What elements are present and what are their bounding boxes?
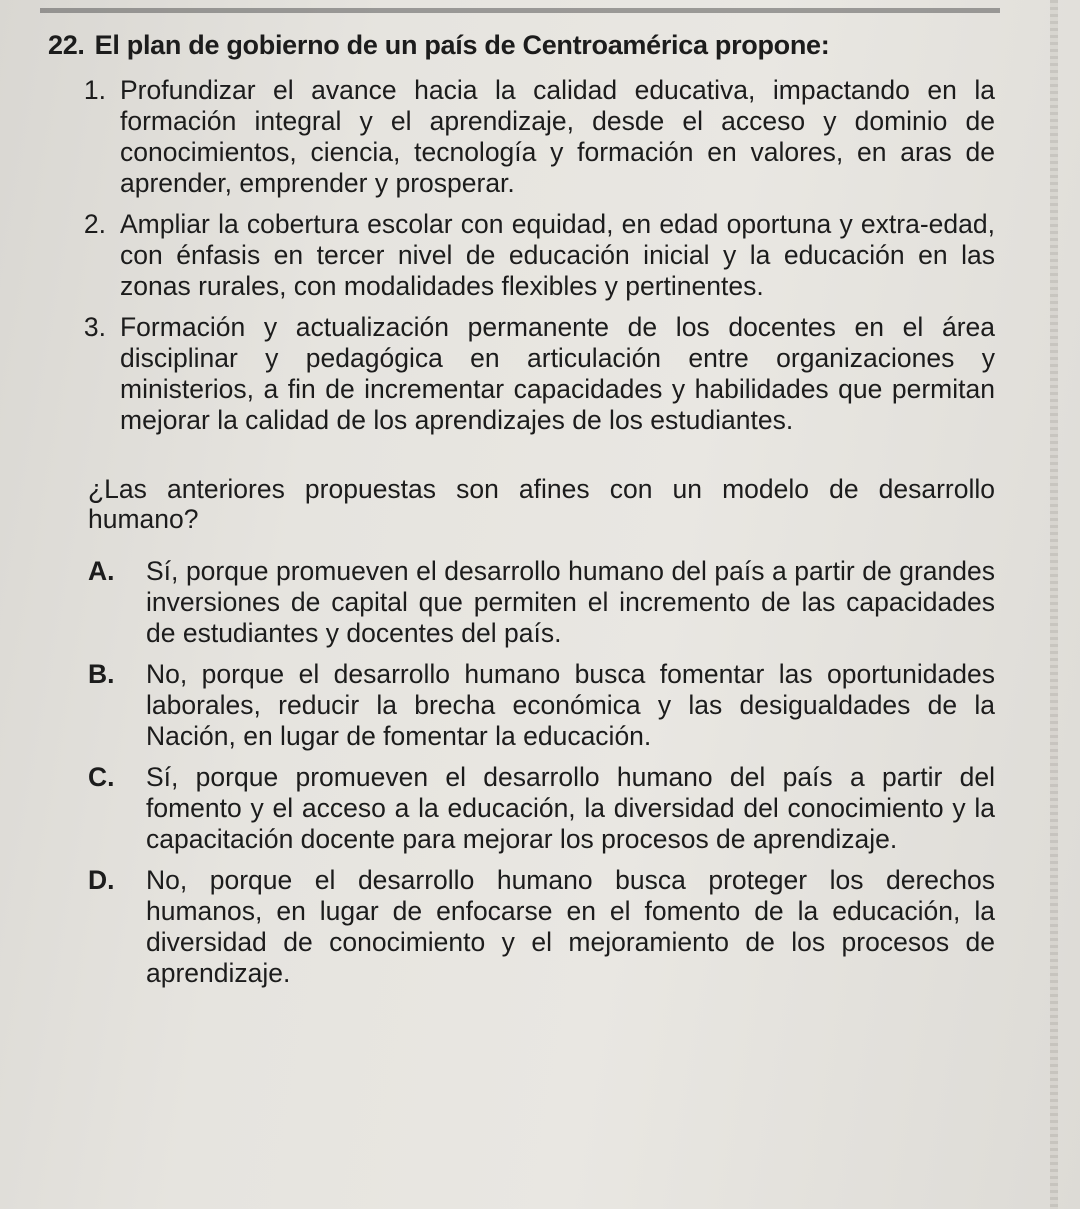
top-rule — [40, 8, 1000, 13]
option-letter: B. — [88, 659, 115, 689]
proposal-text: Formación y actualización permanente de los docentes en el área disciplinar y pedagógica en articulación entre organizaciones y ministerios, a fin de incrementar capacidades y habilidades que permitan mejorar la calidad de los aprendizajes de los estudiantes. — [120, 312, 995, 435]
question-heading — [48, 30, 995, 61]
option-letter: C. — [88, 762, 115, 792]
question-page — [40, 30, 995, 999]
option-letter: A. — [88, 556, 115, 586]
proposal-number: 3. — [83, 312, 106, 342]
proposal-text: Ampliar la cobertura escolar con equidad, en edad oportuna y extra-edad, con énfasis en tercer nivel de educación inicial y la educación en las zonas rurales, con modalidades flexibles y pertinentes. — [120, 209, 995, 301]
option-a[interactable] — [40, 556, 995, 649]
option-text: Sí, porque promueven el desarrollo humano del país a partir del fomento y el acceso a la educación, la diversidad del conocimiento y la capacitación docente para mejorar los procesos de aprendizaje. — [146, 762, 995, 854]
question-prompt: ¿Las anteriores propuestas son afines con un modelo de desarrollo humano? — [88, 474, 995, 534]
option-text: No, porque el desarrollo humano busca fomentar las oportunidades laborales, reducir la brecha económica y las desigualdades de la Nación, en lugar de fomentar la educación. — [146, 659, 995, 751]
page-edge — [1050, 0, 1058, 1209]
proposal-item — [40, 209, 995, 302]
option-letter: D. — [88, 865, 115, 895]
proposal-list — [40, 75, 995, 436]
proposal-item — [40, 312, 995, 436]
proposal-item — [40, 75, 995, 199]
proposal-number: 2. — [83, 209, 106, 239]
option-text: Sí, porque promueven el desarrollo humano del país a partir de grandes inversiones de capital que permiten el incremento de las capacidades de estudiantes y docentes del país. — [146, 556, 995, 648]
question-number: 22. — [48, 30, 85, 60]
option-d[interactable] — [40, 865, 995, 989]
option-text: No, porque el desarrollo humano busca proteger los derechos humanos, en lugar de enfocarse en el fomento de la educación, la diversidad de conocimiento y el mejoramiento de los procesos de aprendizaje. — [146, 865, 995, 988]
option-c[interactable] — [40, 762, 995, 855]
proposal-number: 1. — [83, 75, 106, 105]
option-b[interactable] — [40, 659, 995, 752]
answer-options — [40, 556, 995, 989]
question-title: El plan de gobierno de un país de Centroamérica propone: — [94, 30, 830, 60]
proposal-text: Profundizar el avance hacia la calidad educativa, impactando en la formación integral y el aprendizaje, desde el acceso y dominio de conocimientos, ciencia, tecnología y formación en valores, en aras de aprender, emprender y prosperar. — [120, 75, 995, 198]
